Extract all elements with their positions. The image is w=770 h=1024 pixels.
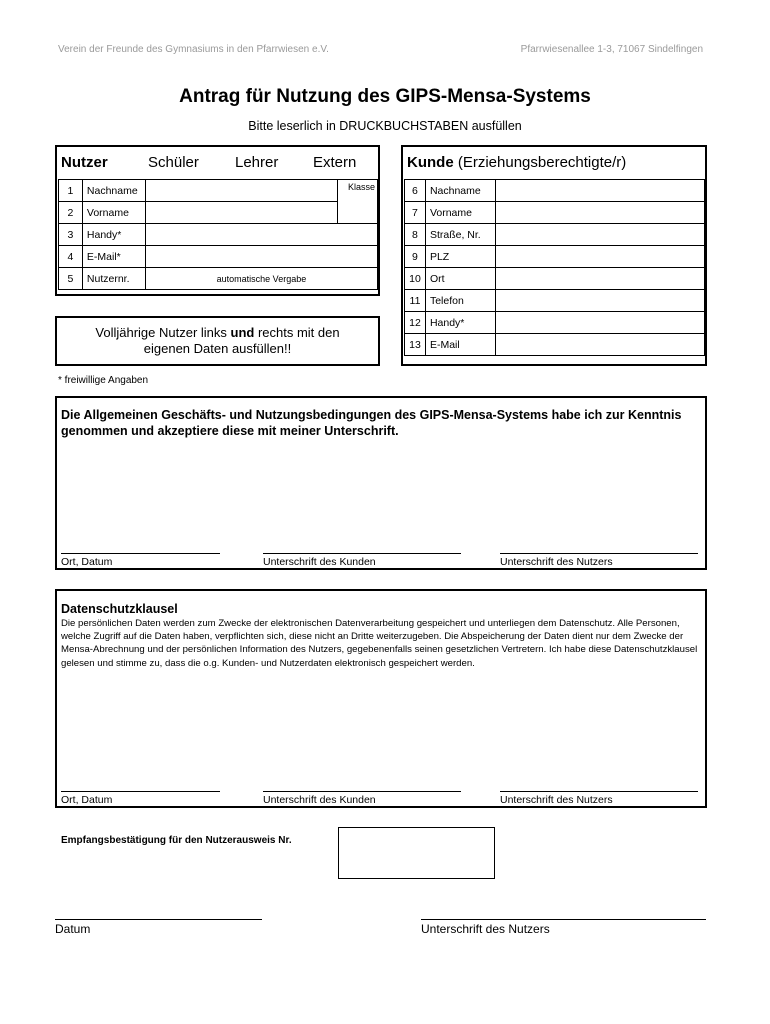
- row-number: 3: [59, 224, 83, 246]
- row-number: 1: [59, 180, 83, 202]
- header-organization: Verein der Freunde des Gymnasiums in den Pfarrwiesen e.V.: [58, 44, 329, 55]
- klasse-field[interactable]: [338, 180, 378, 224]
- kunde-plz-field[interactable]: [495, 246, 704, 268]
- nutzer-email-field[interactable]: [145, 246, 377, 268]
- row-label: Ort: [425, 268, 495, 290]
- table-row: [405, 312, 705, 334]
- table-row: [59, 180, 378, 202]
- kunde-telefon-field[interactable]: [495, 290, 704, 312]
- row-number: 12: [405, 312, 426, 334]
- row-label: Nachname: [82, 180, 145, 202]
- row-label: Nutzernr.: [82, 268, 145, 290]
- nutzer-heading: Nutzer: [61, 154, 108, 171]
- ausweis-number-field[interactable]: [338, 827, 495, 879]
- agb-kunde-line[interactable]: [263, 553, 461, 554]
- empfang-sig-label: Unterschrift des Nutzers: [421, 922, 550, 936]
- header-address: Pfarrwiesenallee 1-3, 71067 Sindelfingen: [520, 44, 703, 55]
- row-label: Vorname: [425, 202, 495, 224]
- option-lehrer[interactable]: Lehrer: [235, 154, 279, 171]
- ds-nutzer-label: Unterschrift des Nutzers: [500, 794, 613, 806]
- row-number: 11: [405, 290, 426, 312]
- table-row: [405, 246, 705, 268]
- row-label: Handy*: [425, 312, 495, 334]
- row-number: 8: [405, 224, 426, 246]
- kunde-table: [404, 179, 705, 356]
- ds-kunde-line[interactable]: [263, 791, 461, 792]
- table-row: [59, 268, 378, 290]
- row-number: 6: [405, 180, 426, 202]
- kunde-strasse-field[interactable]: [495, 224, 704, 246]
- agb-kunde-label: Unterschrift des Kunden: [263, 556, 376, 568]
- row-number: 10: [405, 268, 426, 290]
- agb-place-label: Ort, Datum: [61, 556, 113, 568]
- agb-nutzer-label: Unterschrift des Nutzers: [500, 556, 613, 568]
- row-label: Telefon: [425, 290, 495, 312]
- agb-place-line[interactable]: [61, 553, 220, 554]
- row-number: 5: [59, 268, 83, 290]
- ds-place-label: Ort, Datum: [61, 794, 113, 806]
- row-number: 2: [59, 202, 83, 224]
- kunde-nachname-field[interactable]: [495, 180, 704, 202]
- notice-text: [77, 325, 358, 357]
- table-row: [405, 290, 705, 312]
- agb-nutzer-line[interactable]: [500, 553, 698, 554]
- table-row: [59, 246, 378, 268]
- nutzer-vorname-field[interactable]: [145, 202, 337, 224]
- empfang-label: Empfangsbestätigung für den Nutzerausweis Nr.: [61, 835, 292, 846]
- notice-text-part: rechts mit den eigenen Daten ausfüllen!!: [143, 325, 340, 356]
- row-number: 13: [405, 334, 426, 356]
- nutzer-nachname-field[interactable]: [145, 180, 337, 202]
- datenschutz-heading: Datenschutzklausel: [61, 602, 178, 616]
- row-label: Vorname: [82, 202, 145, 224]
- notice-box: [55, 316, 380, 366]
- kunde-handy-field[interactable]: [495, 312, 704, 334]
- klasse-label: Klasse: [347, 182, 375, 192]
- nutzer-handy-field[interactable]: [145, 224, 377, 246]
- row-label: E-Mail: [425, 334, 495, 356]
- option-extern[interactable]: Extern: [313, 154, 357, 171]
- kunde-heading-suffix: (Erziehungsberechtigte/r): [457, 154, 627, 171]
- row-label: E-Mail*: [82, 246, 145, 268]
- notice-text-part: Volljährige Nutzer links: [95, 325, 231, 340]
- row-number: 4: [59, 246, 83, 268]
- nutzer-table: [58, 179, 378, 290]
- table-row: [405, 268, 705, 290]
- ds-nutzer-line[interactable]: [500, 791, 698, 792]
- agb-text: Die Allgemeinen Geschäfts- und Nutzungsbedingungen des GIPS-Mensa-Systems habe ich zur Kenntnis genommen und akzeptiere diese mit meiner Unterschrift.: [61, 408, 682, 438]
- table-row: [405, 180, 705, 202]
- row-number: 7: [405, 202, 426, 224]
- empfang-date-label: Datum: [55, 922, 91, 936]
- table-row: [59, 202, 378, 224]
- ds-kunde-label: Unterschrift des Kunden: [263, 794, 376, 806]
- kunde-vorname-field[interactable]: [495, 202, 704, 224]
- optional-note: * freiwillige Angaben: [58, 375, 149, 386]
- row-label: PLZ: [425, 246, 495, 268]
- kunde-ort-field[interactable]: [495, 268, 704, 290]
- kunde-email-field[interactable]: [495, 334, 704, 356]
- option-schueler[interactable]: Schüler: [148, 154, 199, 171]
- table-row: [405, 224, 705, 246]
- row-number: 9: [405, 246, 426, 268]
- notice-text-bold: und: [230, 325, 255, 340]
- row-label: Nachname: [425, 180, 495, 202]
- table-row: [405, 334, 705, 356]
- page-title: Antrag für Nutzung des GIPS-Mensa-Systems: [179, 86, 591, 107]
- row-label: Straße, Nr.: [425, 224, 495, 246]
- ds-place-line[interactable]: [61, 791, 220, 792]
- datenschutz-text: Die persönlichen Daten werden zum Zwecke der elektronischen Datenverarbeitung gespeichert und unterliegen dem Datenschutz. Alle Personen, welche Zugriff auf die Daten haben, verpflichten sich, diese nicht an Dritte weiterzugeben. Die Abspeicherung der Daten dient nur dem Zwecke der Mensa-Abrechnung und der persönlichen Information des Nutzers, gegebenenfalls seinen gesetzlichen Vertretern. Ich habe diese Datenschutzklausel gelesen und stimme zu, dass die o.g. Kunden- und Nutzerdaten elektronisch gespeichert werden.: [61, 618, 698, 669]
- table-row: [59, 224, 378, 246]
- row-label: Handy*: [82, 224, 145, 246]
- empfang-sig-line[interactable]: [421, 919, 706, 920]
- empfang-date-line[interactable]: [55, 919, 262, 920]
- nutzernr-value: automatische Vergabe: [145, 268, 377, 290]
- kunde-heading-wrap: [407, 154, 626, 171]
- page-subtitle: Bitte leserlich in DRUCKBUCHSTABEN ausfüllen: [248, 119, 522, 133]
- table-row: [405, 202, 705, 224]
- kunde-heading: Kunde: [407, 154, 454, 171]
